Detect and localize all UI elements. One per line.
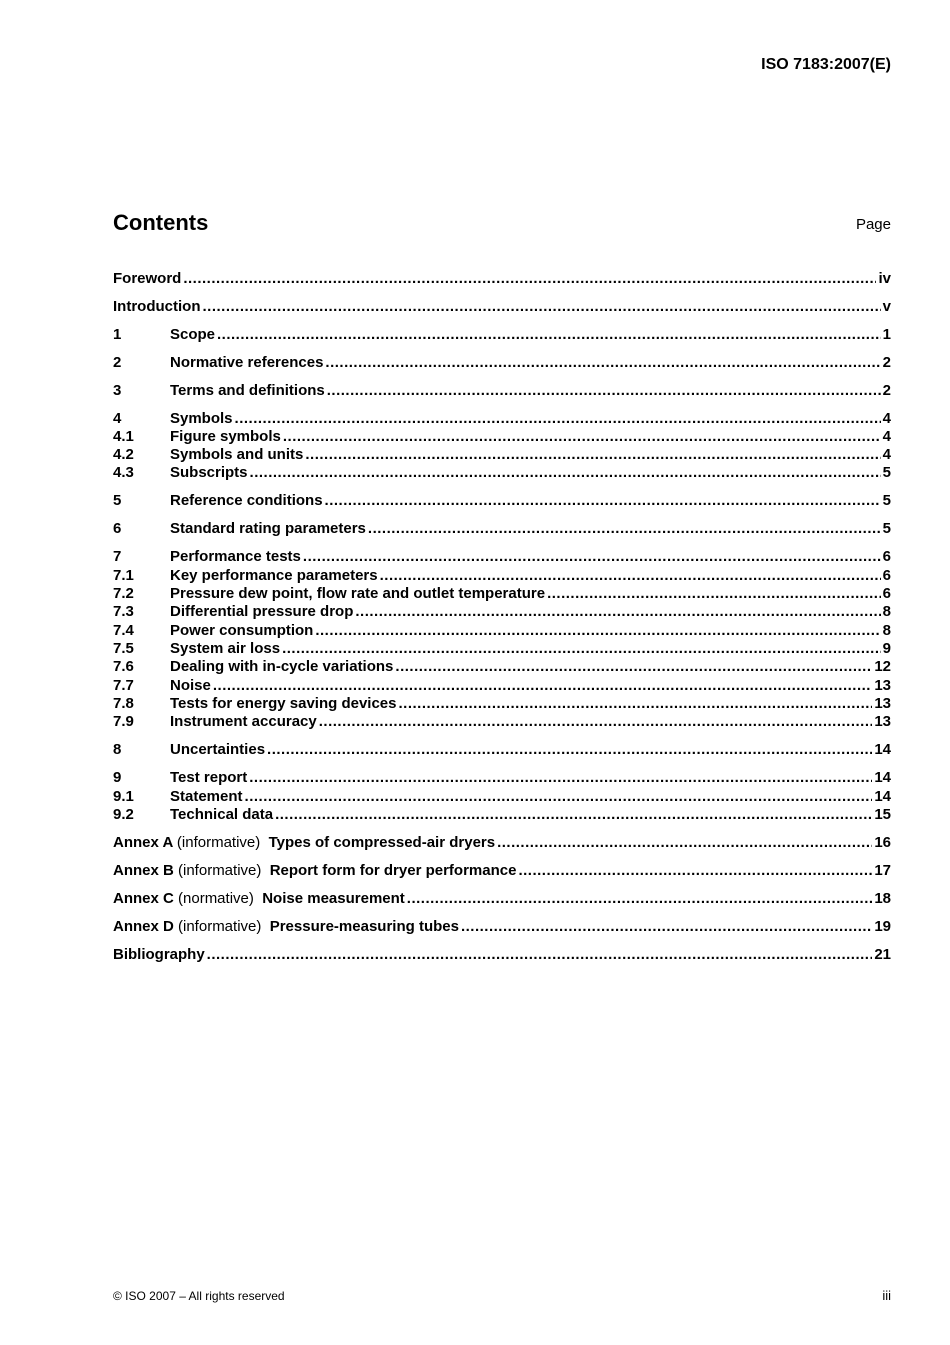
toc-section-title: Dealing with in-cycle variations: [170, 658, 394, 675]
toc-section-title: Noise: [170, 677, 211, 694]
toc-entry[interactable]: [113, 833, 891, 852]
toc-entry[interactable]: [113, 621, 891, 640]
annex-label: Annex A: [113, 834, 173, 851]
toc-section-number: 7.9: [113, 713, 134, 730]
footer-copyright: © ISO 2007 – All rights reserved: [113, 1289, 285, 1303]
toc-page-number: 9: [882, 640, 891, 657]
toc-page-number: 6: [882, 548, 891, 565]
annex-title: Noise measurement: [262, 890, 405, 907]
toc-leader-dots: [355, 602, 880, 621]
toc-page-number: 19: [874, 918, 891, 935]
toc-section-title: Standard rating parameters: [170, 520, 366, 537]
toc-section-title: Reference conditions: [170, 492, 323, 509]
toc-section-title: Figure symbols: [170, 428, 281, 445]
toc-entry[interactable]: [113, 917, 891, 936]
toc-leader-dots: [202, 297, 880, 316]
toc-section-number: 7.4: [113, 622, 134, 639]
toc-section-number: 4: [113, 410, 122, 427]
toc-page-number: 14: [874, 741, 891, 758]
toc-leader-dots: [547, 584, 881, 603]
toc-section-number: 7.7: [113, 677, 134, 694]
toc-section-title: Instrument accuracy: [170, 713, 317, 730]
toc-section-number: 4.3: [113, 464, 134, 481]
toc-section-title: Uncertainties: [170, 741, 266, 758]
toc-page-number: 12: [874, 658, 891, 675]
toc-page-number: 5: [882, 520, 891, 537]
toc-leader-dots: [250, 463, 881, 482]
toc-section-number: 7.6: [113, 658, 134, 675]
toc-section-title: Performance tests: [170, 548, 301, 565]
toc-leader-dots: [305, 445, 880, 464]
toc-leader-dots: [183, 269, 876, 288]
toc-section-number: 7: [113, 548, 122, 565]
toc-section-title: Statement: [170, 788, 243, 805]
toc-section-title: Subscripts: [170, 464, 248, 481]
toc-leader-dots: [497, 833, 872, 852]
toc-leader-dots: [249, 768, 872, 787]
toc-page-number: 17: [874, 862, 891, 879]
page-column-label: Page: [855, 216, 891, 233]
toc-section-number: 7.8: [113, 695, 134, 712]
toc-page-number: iv: [878, 270, 891, 287]
toc-entry[interactable]: [113, 889, 891, 908]
toc-entry[interactable]: [113, 861, 891, 880]
toc-section-number: 5: [113, 492, 122, 509]
toc-leader-dots: [319, 712, 873, 731]
toc-leader-dots: [275, 805, 872, 824]
toc-section-number: 8: [113, 741, 122, 758]
toc-section-title: Differential pressure drop: [170, 603, 354, 620]
toc-section-title: Terms and definitions: [170, 382, 325, 399]
toc-entry[interactable]: [113, 676, 891, 695]
toc-leader-dots: [213, 676, 872, 695]
toc-section-title: Scope: [170, 326, 216, 343]
toc-page-number: 6: [882, 567, 891, 584]
toc-section-title: Symbols: [170, 410, 233, 427]
toc-entry[interactable]: [113, 445, 891, 464]
toc-leader-dots: [315, 621, 880, 640]
toc-entry[interactable]: [113, 602, 891, 621]
toc-section-title: Pressure dew point, flow rate and outlet temperature: [170, 585, 546, 602]
toc-entry[interactable]: [113, 657, 891, 676]
annex-kind: (informative): [178, 862, 262, 879]
toc-section-number: 6: [113, 520, 122, 537]
toc-page-number: 4: [882, 446, 891, 463]
annex-label: Annex C: [113, 890, 174, 907]
toc-entry[interactable]: [113, 269, 891, 288]
toc-leader-dots: [325, 491, 881, 510]
toc-page-number: 16: [874, 834, 891, 851]
toc-page-number: 13: [874, 695, 891, 712]
toc-entry[interactable]: [113, 409, 891, 428]
toc-entry[interactable]: [113, 353, 891, 372]
toc-section-title: Foreword: [113, 270, 182, 287]
toc-entry[interactable]: [113, 297, 891, 316]
toc-entry[interactable]: [113, 381, 891, 400]
annex-kind: (informative): [178, 918, 262, 935]
toc-page-number: 15: [874, 806, 891, 823]
toc-entry[interactable]: [113, 325, 891, 344]
toc-leader-dots: [267, 740, 872, 759]
toc-entry[interactable]: [113, 566, 891, 585]
toc-leader-dots: [303, 547, 881, 566]
toc-leader-dots: [461, 917, 872, 936]
toc-section-number: 7.2: [113, 585, 134, 602]
toc-entry[interactable]: [113, 787, 891, 806]
toc-leader-dots: [395, 657, 872, 676]
toc-leader-dots: [235, 409, 881, 428]
toc-section-title: System air loss: [170, 640, 281, 657]
annex-kind: (informative): [176, 834, 261, 851]
toc-section-title: Tests for energy saving devices: [170, 695, 397, 712]
toc-leader-dots: [407, 889, 873, 908]
toc-section-title: Technical data: [170, 806, 274, 823]
toc-section-title: Key performance parameters: [170, 567, 378, 584]
toc-entry[interactable]: [113, 519, 891, 538]
toc-page-number: 1: [882, 326, 891, 343]
toc-annex-title: [113, 889, 405, 908]
toc-page-number: 4: [882, 410, 891, 427]
toc-page-number: 4: [882, 428, 891, 445]
toc-page-number: 2: [882, 354, 891, 371]
toc-section-number: 3: [113, 382, 122, 399]
annex-title: Pressure-measuring tubes: [269, 918, 459, 935]
toc-entry[interactable]: [113, 639, 891, 658]
toc-section-number: 9.2: [113, 806, 134, 823]
toc-entry[interactable]: [113, 945, 891, 964]
annex-label: Annex B: [113, 862, 174, 879]
toc-entry[interactable]: [113, 491, 891, 510]
toc-section-number: 9: [113, 769, 122, 786]
toc-section-number: 7.5: [113, 640, 134, 657]
toc-page-number: 5: [882, 464, 891, 481]
toc-entry[interactable]: [113, 547, 891, 566]
toc-leader-dots: [399, 694, 873, 713]
toc-annex-title: [113, 917, 459, 936]
toc-section-number: 4.2: [113, 446, 134, 463]
toc-leader-dots: [327, 381, 881, 400]
toc-leader-dots: [217, 325, 881, 344]
toc-page-number: v: [882, 298, 891, 315]
toc-section-title: Bibliography: [113, 946, 205, 963]
toc-leader-dots: [380, 566, 881, 585]
toc-entry[interactable]: [113, 427, 891, 446]
toc-section-title: Symbols and units: [170, 446, 304, 463]
toc-section-number: 7.3: [113, 603, 134, 620]
toc-page-number: 5: [882, 492, 891, 509]
annex-label: Annex D: [113, 918, 174, 935]
toc-entry[interactable]: [113, 712, 891, 731]
toc-page-number: 8: [882, 622, 891, 639]
footer-page-number: iii: [882, 1288, 891, 1303]
toc-entry[interactable]: [113, 694, 891, 713]
annex-title: Types of compressed-air dryers: [268, 834, 496, 851]
toc-annex-title: [113, 833, 495, 852]
toc-page-number: 14: [874, 769, 891, 786]
toc-page-number: 21: [874, 946, 891, 963]
toc-section-title: Test report: [170, 769, 248, 786]
toc-entry[interactable]: [113, 768, 891, 787]
toc-section-number: 9.1: [113, 788, 134, 805]
toc-entry[interactable]: [113, 805, 891, 824]
toc-leader-dots: [207, 945, 873, 964]
annex-kind: (normative): [178, 890, 254, 907]
toc-leader-dots: [245, 787, 873, 806]
toc-entry[interactable]: [113, 463, 891, 482]
toc-page-number: 13: [874, 677, 891, 694]
toc-annex-title: [113, 861, 516, 880]
table-of-contents: [113, 0, 891, 1000]
toc-section-number: 7.1: [113, 567, 134, 584]
toc-leader-dots: [325, 353, 880, 372]
document-id: ISO 7183:2007(E): [761, 56, 891, 73]
annex-title: Report form for dryer performance: [269, 862, 517, 879]
toc-page-number: 13: [874, 713, 891, 730]
toc-section-number: 4.1: [113, 428, 134, 445]
toc-page-number: 2: [882, 382, 891, 399]
toc-leader-dots: [283, 427, 881, 446]
toc-section-number: 2: [113, 354, 122, 371]
toc-page-number: 18: [874, 890, 891, 907]
toc-section-title: Introduction: [113, 298, 201, 315]
contents-title: Contents: [113, 210, 209, 235]
toc-page-number: 14: [874, 788, 891, 805]
toc-section-title: Power consumption: [170, 622, 314, 639]
toc-page-number: 6: [882, 585, 891, 602]
toc-entry[interactable]: [113, 584, 891, 603]
toc-leader-dots: [282, 639, 881, 658]
toc-page-number: 8: [882, 603, 891, 620]
toc-entry[interactable]: [113, 740, 891, 759]
toc-leader-dots: [518, 861, 872, 880]
toc-section-number: 1: [113, 326, 122, 343]
toc-section-title: Normative references: [170, 354, 324, 371]
toc-leader-dots: [368, 519, 881, 538]
